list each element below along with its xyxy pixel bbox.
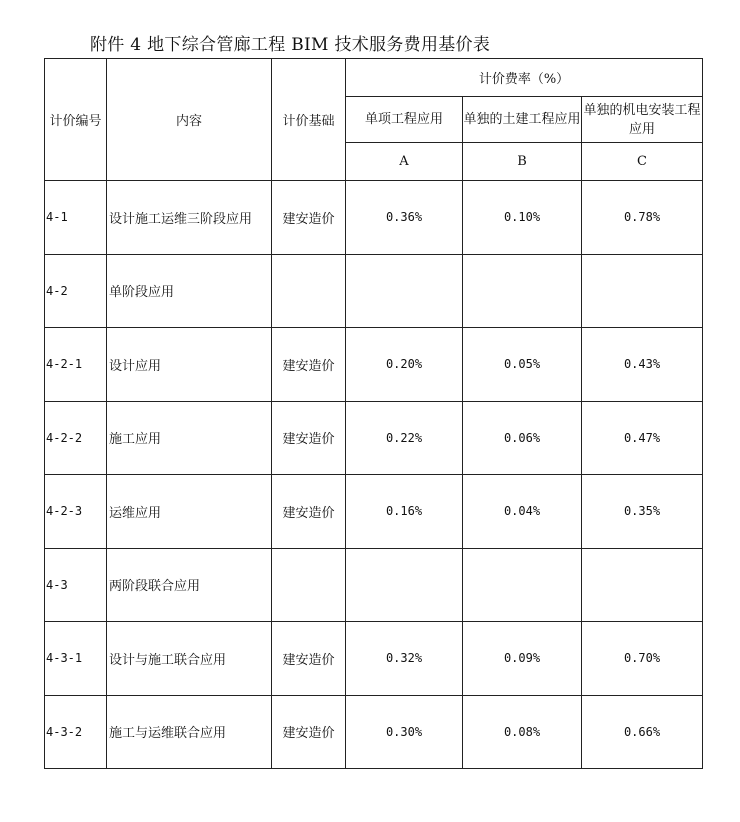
table-row bbox=[45, 181, 703, 255]
table-row bbox=[45, 622, 703, 696]
cell-rate-a: 0.30% bbox=[346, 695, 463, 769]
cell-rate-c: 0.70% bbox=[582, 622, 703, 696]
cell-rate-b: 0.08% bbox=[463, 695, 582, 769]
cell-basis: 建安造价 bbox=[272, 475, 346, 549]
cell-rate-c: 0.35% bbox=[582, 475, 703, 549]
cell-rate-a: 0.16% bbox=[346, 475, 463, 549]
cell-rate-c bbox=[582, 548, 703, 622]
cell-code: 4-1 bbox=[45, 181, 107, 255]
cell-code: 4-3-1 bbox=[45, 622, 107, 696]
cell-content: 施工应用 bbox=[107, 401, 272, 475]
cell-content: 设计应用 bbox=[107, 328, 272, 402]
cell-rate-a bbox=[346, 254, 463, 328]
cell-basis: 建安造价 bbox=[272, 328, 346, 402]
header-col-c: 单独的机电安装工程应用 bbox=[582, 97, 703, 143]
table-row bbox=[45, 401, 703, 475]
cell-code: 4-2 bbox=[45, 254, 107, 328]
cell-rate-c: 0.78% bbox=[582, 181, 703, 255]
cell-rate-a bbox=[346, 548, 463, 622]
cell-code: 4-2-3 bbox=[45, 475, 107, 549]
cell-content: 两阶段联合应用 bbox=[107, 548, 272, 622]
cell-rate-b bbox=[463, 254, 582, 328]
fee-table bbox=[44, 58, 703, 769]
cell-rate-c bbox=[582, 254, 703, 328]
header-letter-c: C bbox=[582, 143, 703, 181]
cell-rate-a: 0.36% bbox=[346, 181, 463, 255]
cell-basis bbox=[272, 254, 346, 328]
table-row bbox=[45, 475, 703, 549]
table-row bbox=[45, 548, 703, 622]
cell-code: 4-2-1 bbox=[45, 328, 107, 402]
header-letter-b: B bbox=[463, 143, 582, 181]
header-letter-a: A bbox=[346, 143, 463, 181]
cell-rate-c: 0.66% bbox=[582, 695, 703, 769]
cell-rate-c: 0.43% bbox=[582, 328, 703, 402]
cell-rate-c: 0.47% bbox=[582, 401, 703, 475]
header-code: 计价编号 bbox=[45, 59, 107, 181]
cell-basis: 建安造价 bbox=[272, 695, 346, 769]
header-content: 内容 bbox=[107, 59, 272, 181]
cell-basis: 建安造价 bbox=[272, 622, 346, 696]
cell-code: 4-3-2 bbox=[45, 695, 107, 769]
table-row bbox=[45, 254, 703, 328]
cell-rate-b: 0.06% bbox=[463, 401, 582, 475]
header-col-a: 单项工程应用 bbox=[346, 97, 463, 143]
cell-basis bbox=[272, 548, 346, 622]
cell-content: 运维应用 bbox=[107, 475, 272, 549]
cell-rate-b bbox=[463, 548, 582, 622]
cell-content: 设计施工运维三阶段应用 bbox=[107, 181, 272, 255]
cell-content: 单阶段应用 bbox=[107, 254, 272, 328]
cell-code: 4-3 bbox=[45, 548, 107, 622]
cell-rate-a: 0.20% bbox=[346, 328, 463, 402]
cell-rate-b: 0.10% bbox=[463, 181, 582, 255]
cell-rate-a: 0.22% bbox=[346, 401, 463, 475]
cell-code: 4-2-2 bbox=[45, 401, 107, 475]
header-basis: 计价基础 bbox=[272, 59, 346, 181]
cell-rate-b: 0.05% bbox=[463, 328, 582, 402]
table-row bbox=[45, 695, 703, 769]
header-rate-group: 计价费率（%） bbox=[346, 59, 703, 97]
table-row bbox=[45, 328, 703, 402]
header-row-1 bbox=[45, 59, 703, 97]
table-body bbox=[45, 181, 703, 769]
document-title: 附件 4 地下综合管廊工程 BIM 技术服务费用基价表 bbox=[90, 35, 491, 55]
cell-basis: 建安造价 bbox=[272, 181, 346, 255]
cell-content: 施工与运维联合应用 bbox=[107, 695, 272, 769]
cell-rate-b: 0.09% bbox=[463, 622, 582, 696]
cell-rate-a: 0.32% bbox=[346, 622, 463, 696]
header-col-b: 单独的土建工程应用 bbox=[463, 97, 582, 143]
cell-basis: 建安造价 bbox=[272, 401, 346, 475]
cell-content: 设计与施工联合应用 bbox=[107, 622, 272, 696]
cell-rate-b: 0.04% bbox=[463, 475, 582, 549]
